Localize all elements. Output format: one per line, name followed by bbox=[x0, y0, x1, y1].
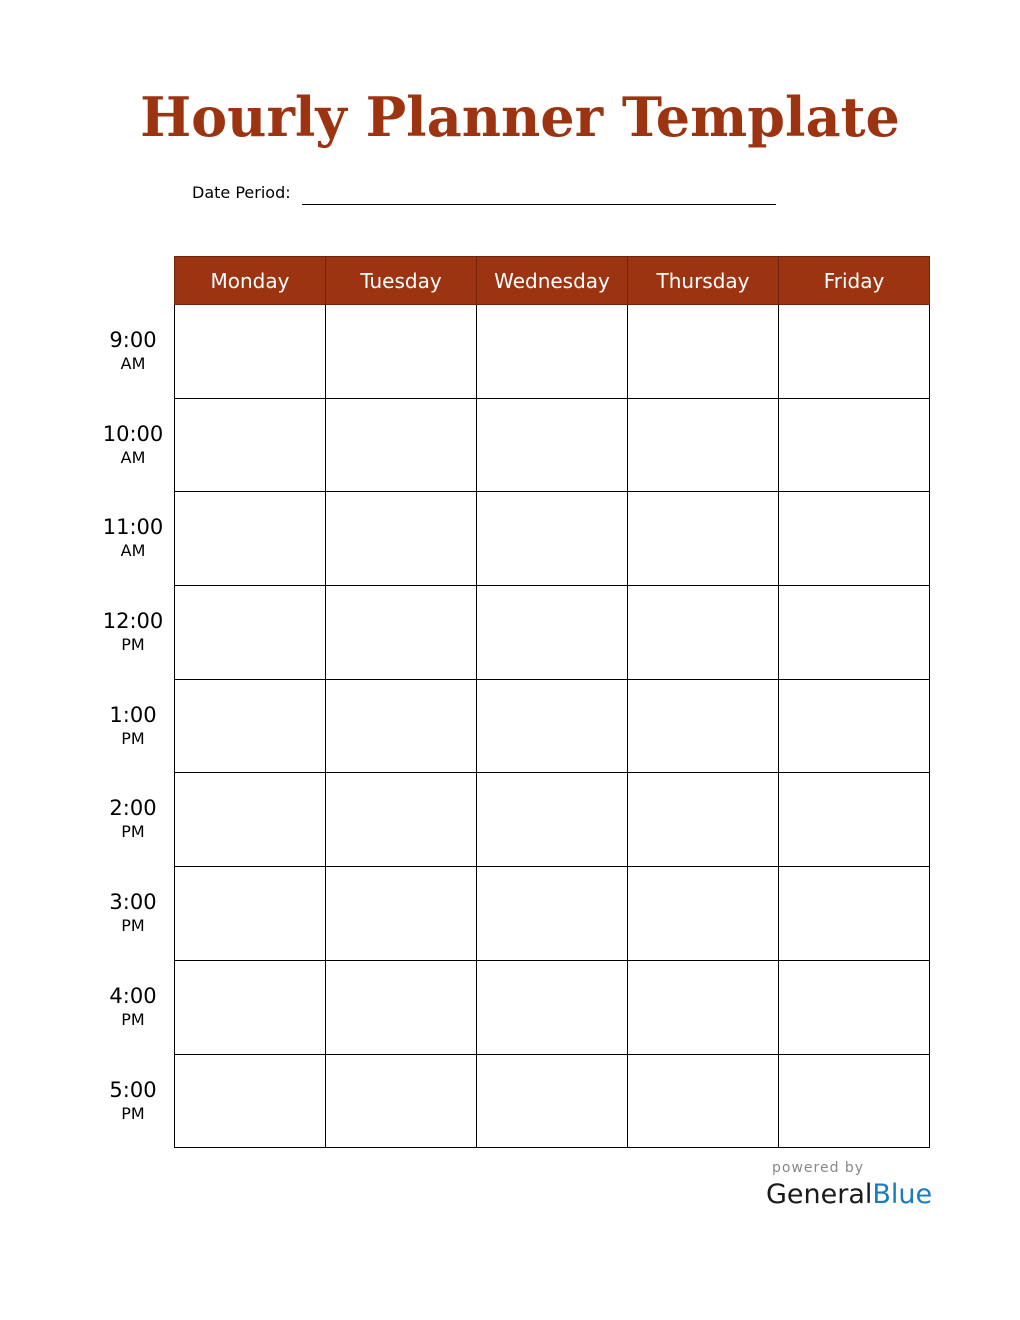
time-hour: 5:00 bbox=[109, 1077, 157, 1102]
day-header-thursday: Thursday bbox=[628, 257, 779, 305]
planner-cell[interactable] bbox=[779, 1054, 930, 1148]
planner-cell[interactable] bbox=[779, 679, 930, 773]
planner-cell[interactable] bbox=[175, 586, 326, 680]
planner-cell[interactable] bbox=[779, 586, 930, 680]
time-row bbox=[175, 773, 930, 867]
planner-cell[interactable] bbox=[628, 960, 779, 1054]
time-slot bbox=[88, 490, 178, 584]
planner-cell[interactable] bbox=[175, 492, 326, 586]
planner-cell[interactable] bbox=[628, 1054, 779, 1148]
planner-cell[interactable] bbox=[477, 586, 628, 680]
planner-cell[interactable] bbox=[628, 586, 779, 680]
brand-name-blue: Blue bbox=[872, 1179, 933, 1210]
planner-cell[interactable] bbox=[477, 1054, 628, 1148]
planner-cell[interactable] bbox=[175, 1054, 326, 1148]
time-hour: 1:00 bbox=[109, 702, 157, 727]
brand-logo bbox=[766, 1160, 933, 1212]
time-hour: 2:00 bbox=[109, 796, 157, 821]
time-ampm: PM bbox=[121, 1103, 145, 1123]
planner-cell[interactable] bbox=[175, 398, 326, 492]
time-ampm: AM bbox=[120, 541, 146, 561]
time-slot bbox=[88, 771, 178, 865]
time-row bbox=[175, 492, 930, 586]
time-hour: 12:00 bbox=[102, 609, 164, 634]
planner-cell[interactable] bbox=[779, 305, 930, 399]
time-row bbox=[175, 398, 930, 492]
day-header-wednesday: Wednesday bbox=[477, 257, 628, 305]
planner-cell[interactable] bbox=[175, 960, 326, 1054]
time-slot bbox=[88, 397, 178, 491]
powered-by-text: powered by bbox=[772, 1160, 865, 1176]
planner-cell[interactable] bbox=[779, 960, 930, 1054]
planner-cell[interactable] bbox=[779, 867, 930, 961]
date-period-field[interactable] bbox=[302, 204, 776, 205]
time-slot bbox=[88, 959, 178, 1053]
planner-cell[interactable] bbox=[326, 1054, 477, 1148]
time-labels-column bbox=[88, 303, 178, 1146]
planner-cell[interactable] bbox=[477, 867, 628, 961]
planner-cell[interactable] bbox=[477, 492, 628, 586]
planner-cell[interactable] bbox=[326, 679, 477, 773]
time-hour: 9:00 bbox=[109, 328, 157, 352]
planner-cell[interactable] bbox=[628, 305, 779, 399]
planner-cell[interactable] bbox=[628, 773, 779, 867]
planner-cell[interactable] bbox=[175, 305, 326, 399]
planner-cell[interactable] bbox=[477, 960, 628, 1054]
planner-cell[interactable] bbox=[628, 867, 779, 961]
time-row bbox=[175, 586, 930, 680]
planner-cell[interactable] bbox=[175, 867, 326, 961]
brand-name bbox=[766, 1178, 933, 1212]
planner-cell[interactable] bbox=[779, 773, 930, 867]
time-row bbox=[175, 867, 930, 961]
time-row bbox=[175, 305, 930, 399]
time-hour: 11:00 bbox=[102, 515, 164, 540]
planner-cell[interactable] bbox=[628, 398, 779, 492]
time-ampm: PM bbox=[121, 916, 145, 936]
time-ampm: PM bbox=[121, 822, 145, 842]
planner-cell[interactable] bbox=[326, 867, 477, 961]
time-ampm: PM bbox=[121, 1009, 145, 1029]
day-header-friday: Friday bbox=[779, 257, 930, 305]
time-ampm: PM bbox=[121, 728, 145, 748]
planner-cell[interactable] bbox=[477, 305, 628, 399]
time-ampm: AM bbox=[120, 447, 146, 467]
time-ampm: AM bbox=[120, 354, 146, 373]
day-header-row bbox=[175, 257, 930, 305]
time-row bbox=[175, 960, 930, 1054]
planner-cell[interactable] bbox=[326, 398, 477, 492]
time-slot bbox=[88, 865, 178, 959]
planner-cell[interactable] bbox=[326, 773, 477, 867]
time-row bbox=[175, 679, 930, 773]
date-period-label: Date Period: bbox=[192, 183, 291, 202]
day-header-tuesday: Tuesday bbox=[326, 257, 477, 305]
time-slot bbox=[88, 1053, 178, 1147]
time-hour: 4:00 bbox=[109, 983, 157, 1008]
planner-cell[interactable] bbox=[779, 398, 930, 492]
planner-cell[interactable] bbox=[477, 398, 628, 492]
time-hour: 3:00 bbox=[109, 890, 157, 915]
time-slot bbox=[88, 584, 178, 678]
planner-cell[interactable] bbox=[326, 960, 477, 1054]
planner-cell[interactable] bbox=[175, 679, 326, 773]
page-title: Hourly Planner Template bbox=[140, 85, 900, 149]
planner-cell[interactable] bbox=[175, 773, 326, 867]
time-hour: 10:00 bbox=[102, 421, 164, 446]
planner-cell[interactable] bbox=[628, 492, 779, 586]
planner-cell[interactable] bbox=[628, 679, 779, 773]
time-ampm: PM bbox=[121, 635, 145, 655]
day-header-monday: Monday bbox=[175, 257, 326, 305]
time-row bbox=[175, 1054, 930, 1148]
planner-cell[interactable] bbox=[477, 773, 628, 867]
time-slot bbox=[88, 303, 178, 397]
planner-cell[interactable] bbox=[779, 492, 930, 586]
planner-grid bbox=[174, 256, 930, 1148]
brand-name-general: General bbox=[766, 1179, 873, 1210]
planner-cell[interactable] bbox=[326, 586, 477, 680]
planner-cell[interactable] bbox=[477, 679, 628, 773]
time-slot bbox=[88, 678, 178, 772]
planner-cell[interactable] bbox=[326, 492, 477, 586]
planner-cell[interactable] bbox=[326, 305, 477, 399]
